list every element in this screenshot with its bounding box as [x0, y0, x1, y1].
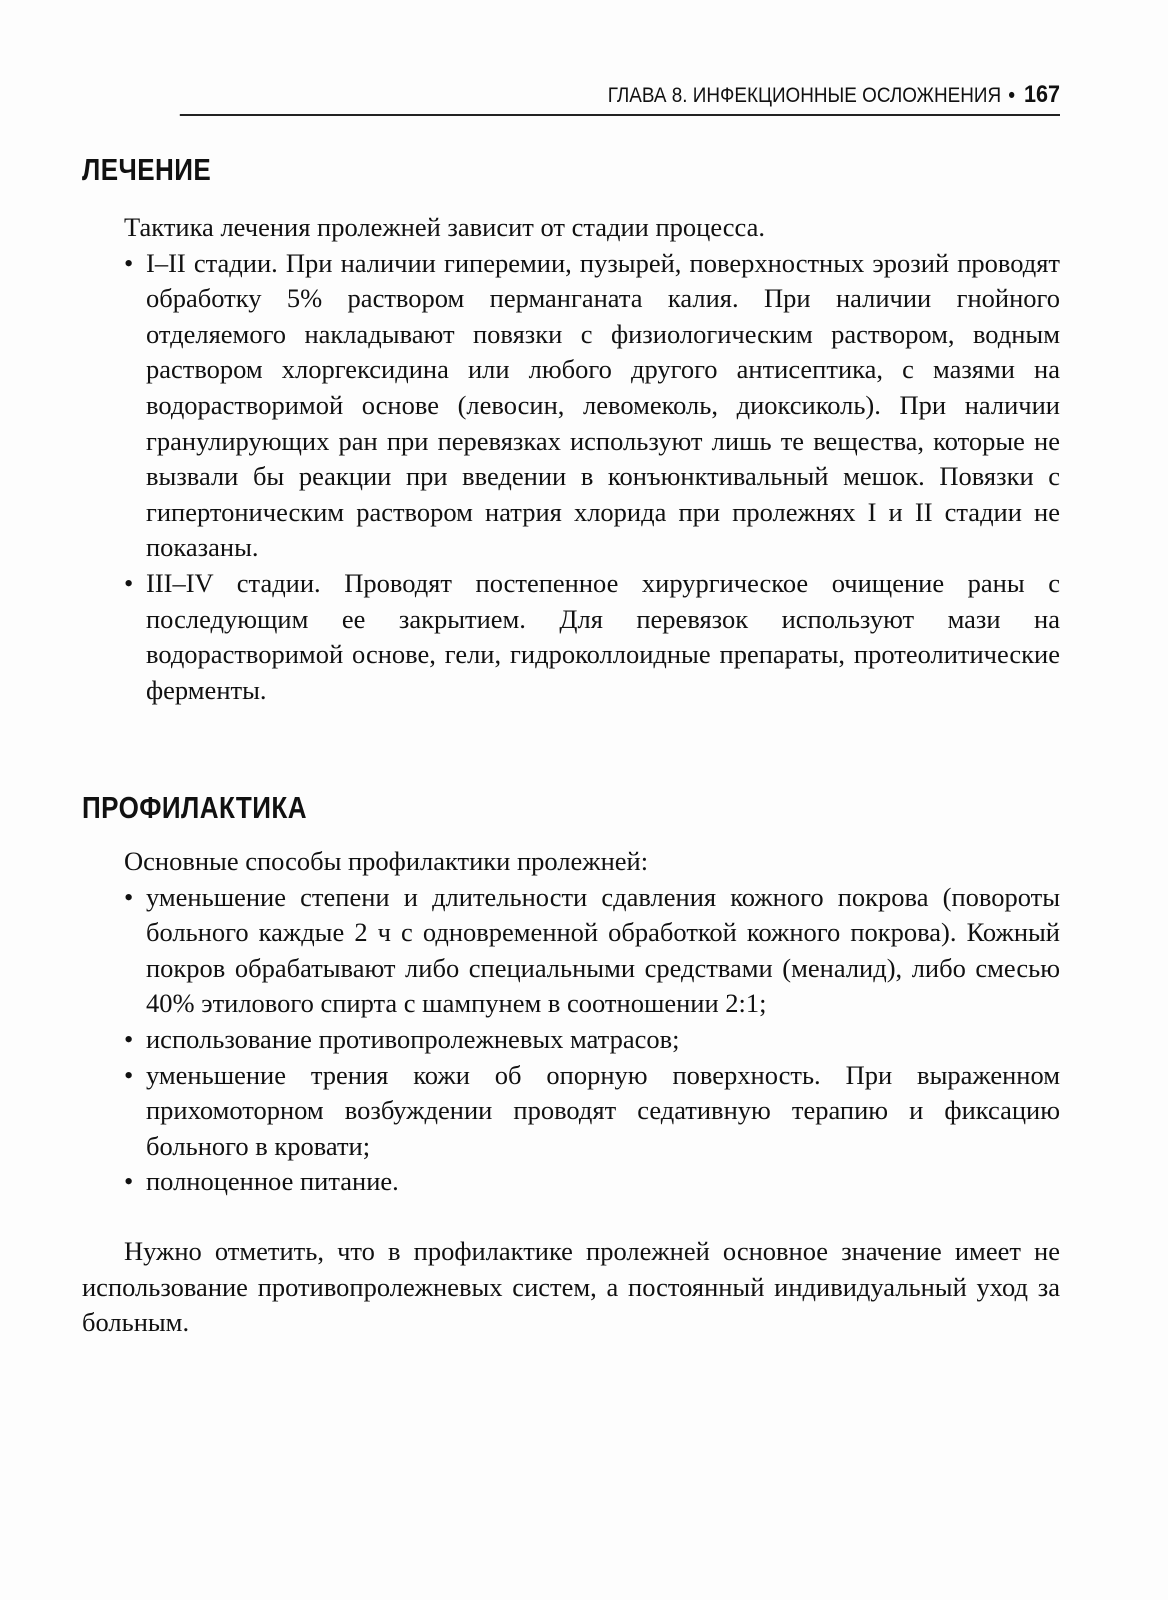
prevention-list: [124, 880, 1060, 1200]
section-heading-prevention: ПРОФИЛАКТИКА: [82, 790, 307, 825]
conclusion-paragraph: Нужно отметить, что в профилактике пролежней основное значение имеет не использование противопролежневых систем, а постоянный индивидуальный уход за больным.: [82, 1236, 1060, 1338]
treatment-section: [124, 210, 1060, 708]
list-item: • использование противопролежневых матрасов;: [124, 1022, 1060, 1058]
running-head: [180, 80, 1060, 116]
list-item: • уменьшение степени и длительности сдавления кожного покрова (повороты больного каждые 2 ч с одновременной обработкой кожного покрова). Кожный покров обрабатывают либо специальными средствами (меналид), либо смесью 40% этилового спирта с шампунем в соотношении 2:1;: [124, 880, 1060, 1022]
list-item: • III–IV стадии. Проводят постепенное хирургическое очищение раны с последующим ее закрытием. Для перевязок используют мази на водорастворимой основе, гели, гидроколлоидные препараты, протеолитические ферменты.: [124, 566, 1060, 708]
list-item: • I–II стадии. При наличии гиперемии, пузырей, поверхностных эрозий проводят обработку 5% раствором перманганата калия. При наличии гнойного отделяемого накладывают повязки с физиологическим раствором, водным раствором хлоргексидина или любого другого антисептика, с мазями на водорастворимой основе (левосин, левомеколь, диоксиколь). При наличии гранулирующих ран при перевязках используют лишь те вещества, которые не вызвали бы реакции при введении в конъюнктивальный мешок. Повязки с гипертоническим раствором натрия хлорида при пролежнях I и II стадии не показаны.: [124, 246, 1060, 566]
treatment-list: [124, 246, 1060, 709]
treatment-intro: Тактика лечения пролежней зависит от стадии процесса.: [124, 212, 766, 242]
page-number: 167: [1023, 81, 1060, 108]
prevention-section: [124, 844, 1060, 1200]
chapter-title: ГЛАВА 8. ИНФЕКЦИОННЫЕ ОСЛОЖНЕНИЯ: [607, 84, 1002, 107]
list-item: • полноценное питание.: [124, 1164, 1060, 1200]
section-heading-treatment: ЛЕЧЕНИЕ: [82, 152, 212, 187]
prevention-intro: Основные способы профилактики пролежней:: [124, 846, 649, 876]
separator-bullet: •: [1008, 84, 1015, 107]
list-item: • уменьшение трения кожи об опорную поверхность. При выраженном прихомоторном возбуждении проводят седативную терапию и фиксацию больного в кровати;: [124, 1058, 1060, 1165]
